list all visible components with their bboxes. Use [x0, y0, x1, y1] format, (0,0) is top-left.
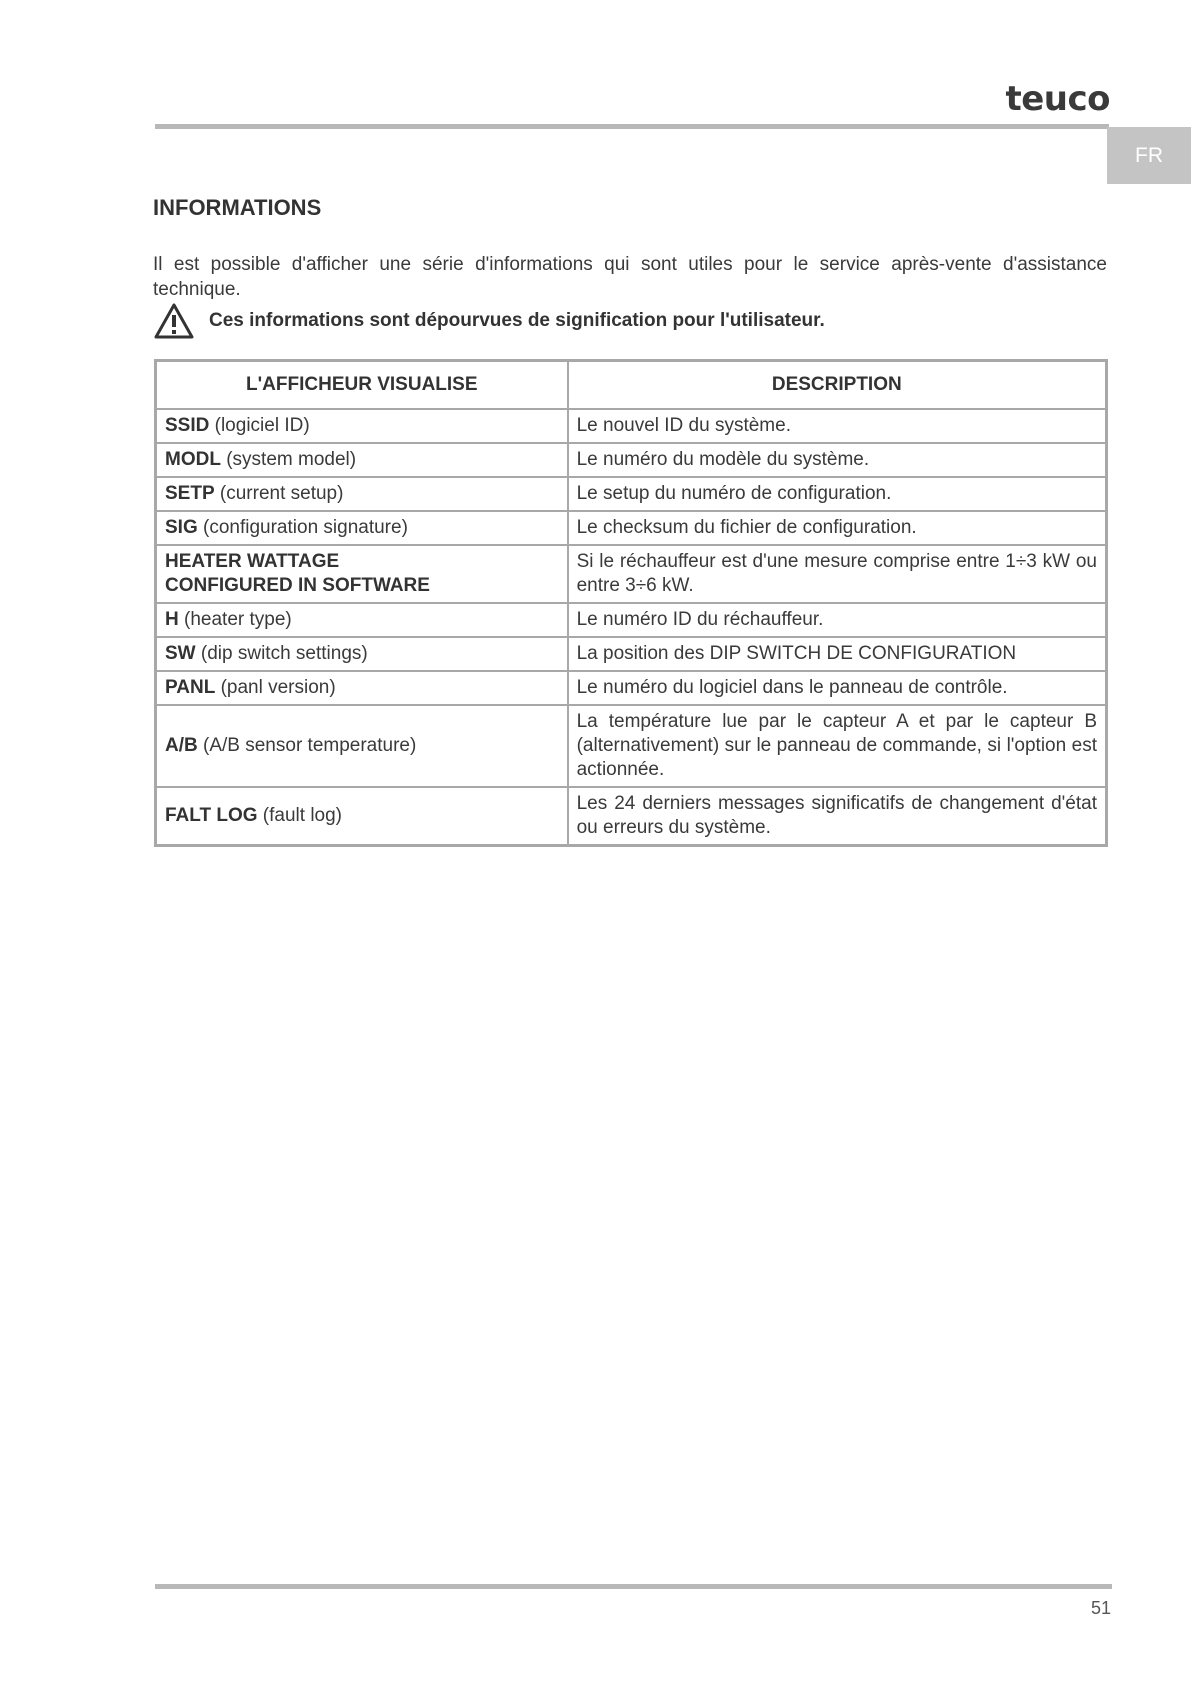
display-label: (dip switch settings) [195, 643, 368, 664]
display-cell [156, 477, 568, 511]
section-title: INFORMATIONS [153, 195, 322, 220]
display-code: HEATER WATTAGE CONFIGURED IN SOFTWARE [165, 551, 430, 596]
display-label: (heater type) [178, 609, 292, 630]
table-row [156, 409, 1107, 443]
display-code: MODL [165, 449, 221, 470]
display-cell [156, 671, 568, 705]
table-row [156, 545, 1107, 603]
display-label: (current setup) [214, 483, 344, 504]
display-code: A/B [165, 735, 198, 756]
table-row [156, 787, 1107, 846]
display-cell [156, 511, 568, 545]
display-label: (A/B sensor temperature) [197, 735, 417, 756]
display-code: SW [165, 643, 196, 664]
description-cell: Le numéro ID du réchauffeur. [568, 603, 1107, 637]
display-cell [156, 603, 568, 637]
table-header-row [156, 361, 1107, 410]
display-label: (logiciel ID) [209, 415, 310, 436]
display-code: PANL [165, 677, 216, 698]
display-cell [156, 545, 568, 603]
info-table [154, 359, 1108, 847]
table-row [156, 443, 1107, 477]
footer-divider [155, 1584, 1112, 1589]
display-cell [156, 637, 568, 671]
warning-triangle-icon [153, 302, 195, 340]
language-tab: FR [1107, 127, 1191, 184]
table-row [156, 671, 1107, 705]
display-code: FALT LOG [165, 805, 258, 826]
description-cell: Le nouvel ID du système. [568, 409, 1107, 443]
description-cell: Les 24 derniers messages significatifs de changement d'état ou erreurs du système. [568, 787, 1107, 846]
intro-paragraph: Il est possible d'afficher une série d'informations qui sont utiles pour le service après-vente d'assistance technique. [153, 254, 1107, 300]
display-code: SIG [165, 517, 198, 538]
description-cell: Le setup du numéro de configuration. [568, 477, 1107, 511]
description-cell: Le checksum du fichier de configuration. [568, 511, 1107, 545]
display-cell [156, 443, 568, 477]
page-number: 51 [1090, 1598, 1111, 1618]
display-label: (configuration signature) [197, 517, 408, 538]
display-label: (fault log) [257, 805, 343, 826]
warning-text: Ces informations sont dépourvues de signification pour l'utilisateur. [209, 310, 825, 331]
display-code: SSID [165, 415, 210, 436]
table-row [156, 477, 1107, 511]
column-header-display: L'AFFICHEUR VISUALISE [156, 361, 568, 410]
display-code: H [165, 609, 179, 630]
description-cell: Si le réchauffeur est d'une mesure comprise entre 1÷3 kW ou entre 3÷6 kW. [568, 545, 1107, 603]
display-cell [156, 787, 568, 846]
table-row [156, 705, 1107, 787]
header-divider [155, 124, 1109, 129]
description-cell: Le numéro du logiciel dans le panneau de contrôle. [568, 671, 1107, 705]
display-label: (panl version) [215, 677, 336, 698]
display-code: SETP [165, 483, 215, 504]
brand-logo: teuco [1005, 79, 1110, 119]
description-cell: La température lue par le capteur A et par le capteur B (alternativement) sur le panneau de commande, si l'option est actionnée. [568, 705, 1107, 787]
description-cell: La position des DIP SWITCH DE CONFIGURATION [568, 637, 1107, 671]
warning-note [153, 302, 825, 340]
description-cell: Le numéro du modèle du système. [568, 443, 1107, 477]
table-row [156, 603, 1107, 637]
display-cell [156, 705, 568, 787]
display-cell [156, 409, 568, 443]
table-row [156, 637, 1107, 671]
display-label: (system model) [220, 449, 357, 470]
column-header-description: DESCRIPTION [568, 361, 1107, 410]
table-row [156, 511, 1107, 545]
